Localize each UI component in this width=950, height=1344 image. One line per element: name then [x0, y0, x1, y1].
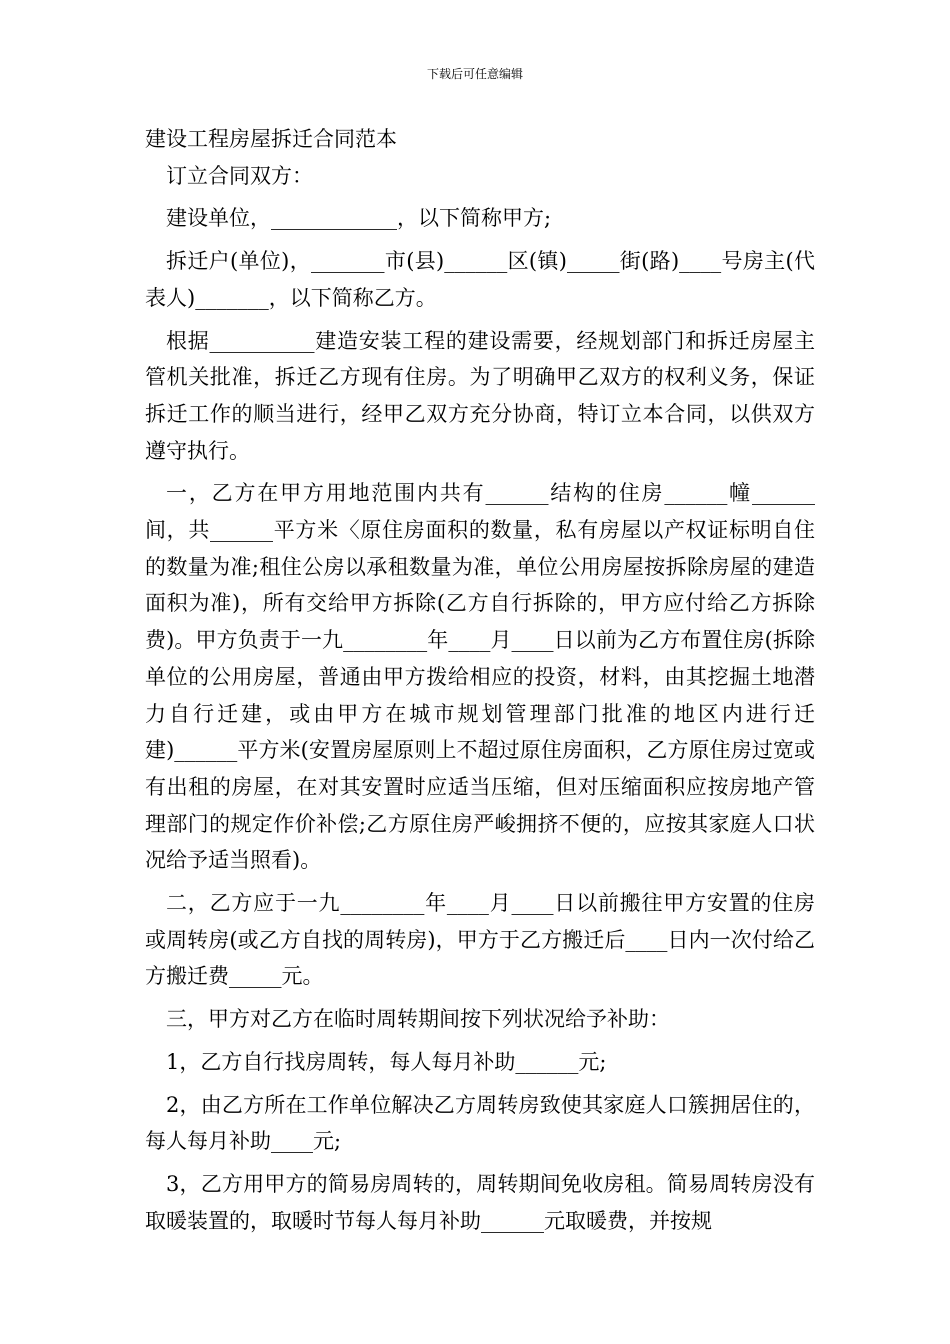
page-header: 下载后可任意编辑	[426, 67, 523, 81]
paragraph-clause-3-item-3: 3，乙方用甲方的简易房周转的，周转期间免收房租。简易周转房没有取暖装置的，取暖时节每人每月补助______元取暖费，并按规	[145, 1171, 815, 1233]
paragraph-party-b: 拆迁户(单位)，_______市(县)______区(镇)_____街(路)____号房主(代表人)_______，以下简称乙方。	[145, 249, 815, 310]
paragraph-clause-3-item-2: 2，由乙方所在工作单位解决乙方周转房致使其家庭人口簇拥居住的，每人每月补助____元;	[145, 1092, 815, 1154]
paragraph-clause-3-item-1: 1，乙方自行找房周转，每人每月补助______元;	[166, 1049, 607, 1074]
paragraph-party-a: 建设单位，____________，以下简称甲方;	[166, 206, 552, 231]
document-title: 建设工程房屋拆迁合同范本	[145, 127, 397, 151]
paragraph-parties-intro: 订立合同双方：	[166, 163, 313, 188]
paragraph-clause-2: 二，乙方应于一九________年____月____日以前搬往甲方安置的住房或周转房(或乙方自找的周转房)，甲方于乙方搬迁后____日内一次付给乙方搬迁费_____元。	[145, 891, 815, 989]
paragraph-preamble: 根据__________建造安装工程的建设需要，经规划部门和拆迁房屋主管机关批准，拆迁乙方现有住房。为了明确甲乙双方的权利义务，保证拆迁工作的顺当进行，经甲乙双方充分协商，特订立本合同，以供双方遵守执行。	[145, 328, 815, 463]
document-body	[145, 121, 815, 1239]
paragraph-clause-1: 一，乙方在甲方用地范围内共有______结构的住房______幢______间，共______平方米〈原住房面积的数量，私有房屋以产权证标明自住的数量为准;租住公房以承租数量为准，单位公用房屋按拆除房屋的建造面积为准)，所有交给甲方拆除(乙方自行拆除的，甲方应付给乙方拆除费)。甲方负责于一九________年____月____日以前为乙方布置住房(拆除单位的公用房屋，普通由甲方拨给相应的投资，材料，由其挖掘土地潜力自行迁建，或由甲方在城市规划管理部门批准的地区内进行迁建)______平方米(安置房屋原则上不超过原住房面积，乙方原住房过宽或有出租的房屋，在对其安置时应适当压缩，但对压缩面积应按房地产管理部门的规定作价补偿;乙方原住房严峻拥挤不便的，应按其家庭人口状况给予适当照看)。	[145, 481, 815, 873]
paragraph-clause-3: 三，甲方对乙方在临时周转期间按下列状况给予补助：	[166, 1007, 670, 1032]
